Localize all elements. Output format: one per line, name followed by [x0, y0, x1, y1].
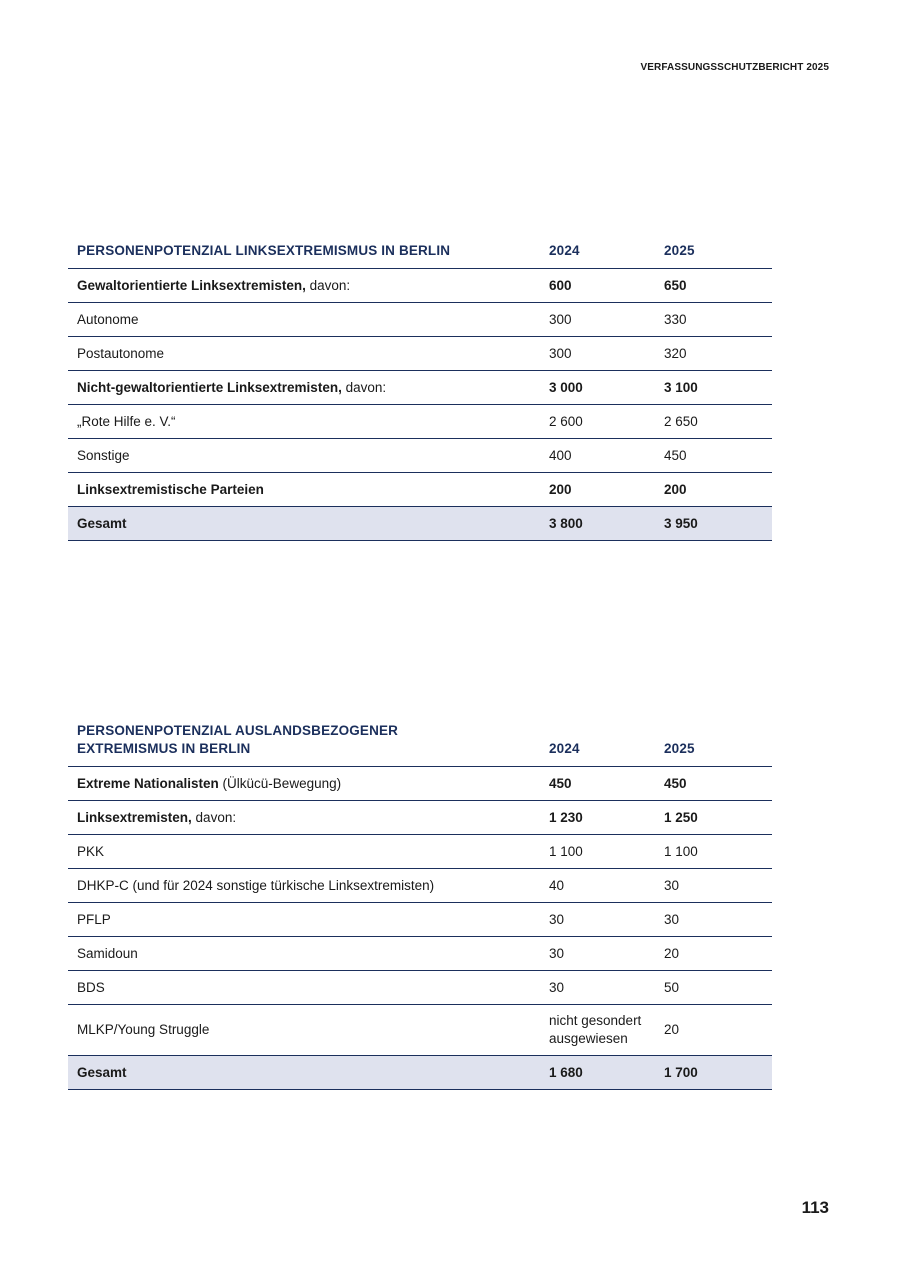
row-label: MLKP/Young Struggle: [68, 1005, 540, 1056]
row-label-rest: davon:: [305, 277, 351, 293]
value-2025: 20: [655, 1005, 772, 1056]
table-header-row: [68, 236, 772, 269]
table-row: [68, 473, 772, 507]
value-2025: 3 100: [655, 371, 772, 405]
value-2025: 20: [655, 937, 772, 971]
value-2024: 300: [540, 337, 655, 371]
row-label-rest: BDS: [77, 979, 105, 995]
table-row: [68, 337, 772, 371]
row-label: [68, 371, 540, 405]
value-2024: 450: [540, 767, 655, 801]
column-header-2024: 2024: [540, 236, 655, 269]
total-2024: 3 800: [540, 507, 655, 541]
value-2024-line2: ausgewiesen: [549, 1031, 628, 1046]
value-2025: 200: [655, 473, 772, 507]
column-header-2025: 2025: [655, 722, 772, 767]
row-label: [68, 439, 540, 473]
total-2025: 1 700: [655, 1056, 772, 1090]
row-label-rest: Samidoun: [77, 945, 138, 961]
table-body: [68, 767, 772, 1090]
page-number: 113: [801, 1198, 829, 1217]
table-title: PERSONENPOTENZIAL LINKSEXTREMISMUS IN BERLIN: [68, 236, 540, 269]
table-row: [68, 1005, 772, 1056]
value-2024-line1: nicht gesondert: [549, 1013, 642, 1028]
left-extremism-table: [68, 236, 772, 541]
table-row: [68, 405, 772, 439]
row-label: [68, 767, 540, 801]
table-row: [68, 439, 772, 473]
value-2024: 2 600: [540, 405, 655, 439]
total-2024: 1 680: [540, 1056, 655, 1090]
value-2024: 3 000: [540, 371, 655, 405]
column-header-2025: 2025: [655, 236, 772, 269]
value-2024: 400: [540, 439, 655, 473]
row-label: [68, 303, 540, 337]
row-label: [68, 473, 540, 507]
column-header-2024: 2024: [540, 722, 655, 767]
value-2024: 30: [540, 937, 655, 971]
value-2024: 200: [540, 473, 655, 507]
value-2025: 1 100: [655, 835, 772, 869]
table-row: [68, 269, 772, 303]
row-label-bold: Gewaltorientierte Linksextremisten,: [77, 277, 306, 293]
total-row: [68, 1056, 772, 1090]
row-label-rest: Sonstige: [77, 447, 130, 463]
value-2024: 600: [540, 269, 655, 303]
value-2025: 2 650: [655, 405, 772, 439]
value-2025: 450: [655, 439, 772, 473]
value-2024: 1 230: [540, 801, 655, 835]
value-2024: 1 100: [540, 835, 655, 869]
row-label: [68, 801, 540, 835]
row-label: [68, 903, 540, 937]
value-2024: 30: [540, 971, 655, 1005]
table-title: [68, 722, 540, 767]
row-label-rest: (Ülkücü-Bewegung): [218, 775, 342, 791]
row-label-rest: PKK: [77, 843, 105, 859]
row-label: [68, 869, 540, 903]
value-2025: 30: [655, 903, 772, 937]
row-label: [68, 269, 540, 303]
table-row: [68, 835, 772, 869]
row-label: [68, 405, 540, 439]
row-label-rest: „Rote Hilfe e. V.“: [77, 413, 176, 429]
table-body: [68, 269, 772, 541]
total-row: [68, 507, 772, 541]
total-label: Gesamt: [68, 507, 540, 541]
value-2025: 320: [655, 337, 772, 371]
row-label-bold: Extreme Nationalisten: [77, 775, 219, 791]
value-2025: 50: [655, 971, 772, 1005]
running-header: VERFASSUNGSSCHUTZBERICHT 2025: [640, 62, 829, 73]
value-2025: 450: [655, 767, 772, 801]
row-label-bold: Linksextremisten,: [77, 809, 192, 825]
foreign-extremism-table: [68, 722, 772, 1090]
row-label: [68, 835, 540, 869]
table-row: [68, 937, 772, 971]
total-label: Gesamt: [68, 1056, 540, 1090]
table-row: [68, 869, 772, 903]
value-2024: 40: [540, 869, 655, 903]
row-label-rest: davon:: [191, 809, 237, 825]
table-row: [68, 371, 772, 405]
row-label-rest: DHKP-C (und für 2024 sonstige türkische Linksextremisten): [77, 877, 435, 893]
value-2024: 30: [540, 903, 655, 937]
value-2024: [540, 1005, 655, 1056]
row-label-rest: Postautonome: [77, 345, 165, 361]
table-row: [68, 801, 772, 835]
value-2025: 650: [655, 269, 772, 303]
table-title-line2: EXTREMISMUS IN BERLIN: [77, 741, 251, 756]
table-row: [68, 303, 772, 337]
row-label: [68, 937, 540, 971]
row-label-bold: Linksextremistische Parteien: [77, 481, 264, 497]
table-header-row: [68, 722, 772, 767]
value-2024: 300: [540, 303, 655, 337]
value-2025: 1 250: [655, 801, 772, 835]
row-label-rest: davon:: [341, 379, 387, 395]
total-2025: 3 950: [655, 507, 772, 541]
row-label: [68, 337, 540, 371]
table-title-line1: PERSONENPOTENZIAL AUSLANDSBEZOGENER: [77, 723, 399, 738]
table-row: [68, 903, 772, 937]
row-label-bold: Nicht-gewaltorientierte Linksextremisten,: [77, 379, 342, 395]
value-2025: 30: [655, 869, 772, 903]
value-2025: 330: [655, 303, 772, 337]
row-label: [68, 971, 540, 1005]
row-label-rest: PFLP: [77, 911, 111, 927]
table-row: [68, 767, 772, 801]
table-row: [68, 971, 772, 1005]
row-label-rest: Autonome: [77, 311, 139, 327]
